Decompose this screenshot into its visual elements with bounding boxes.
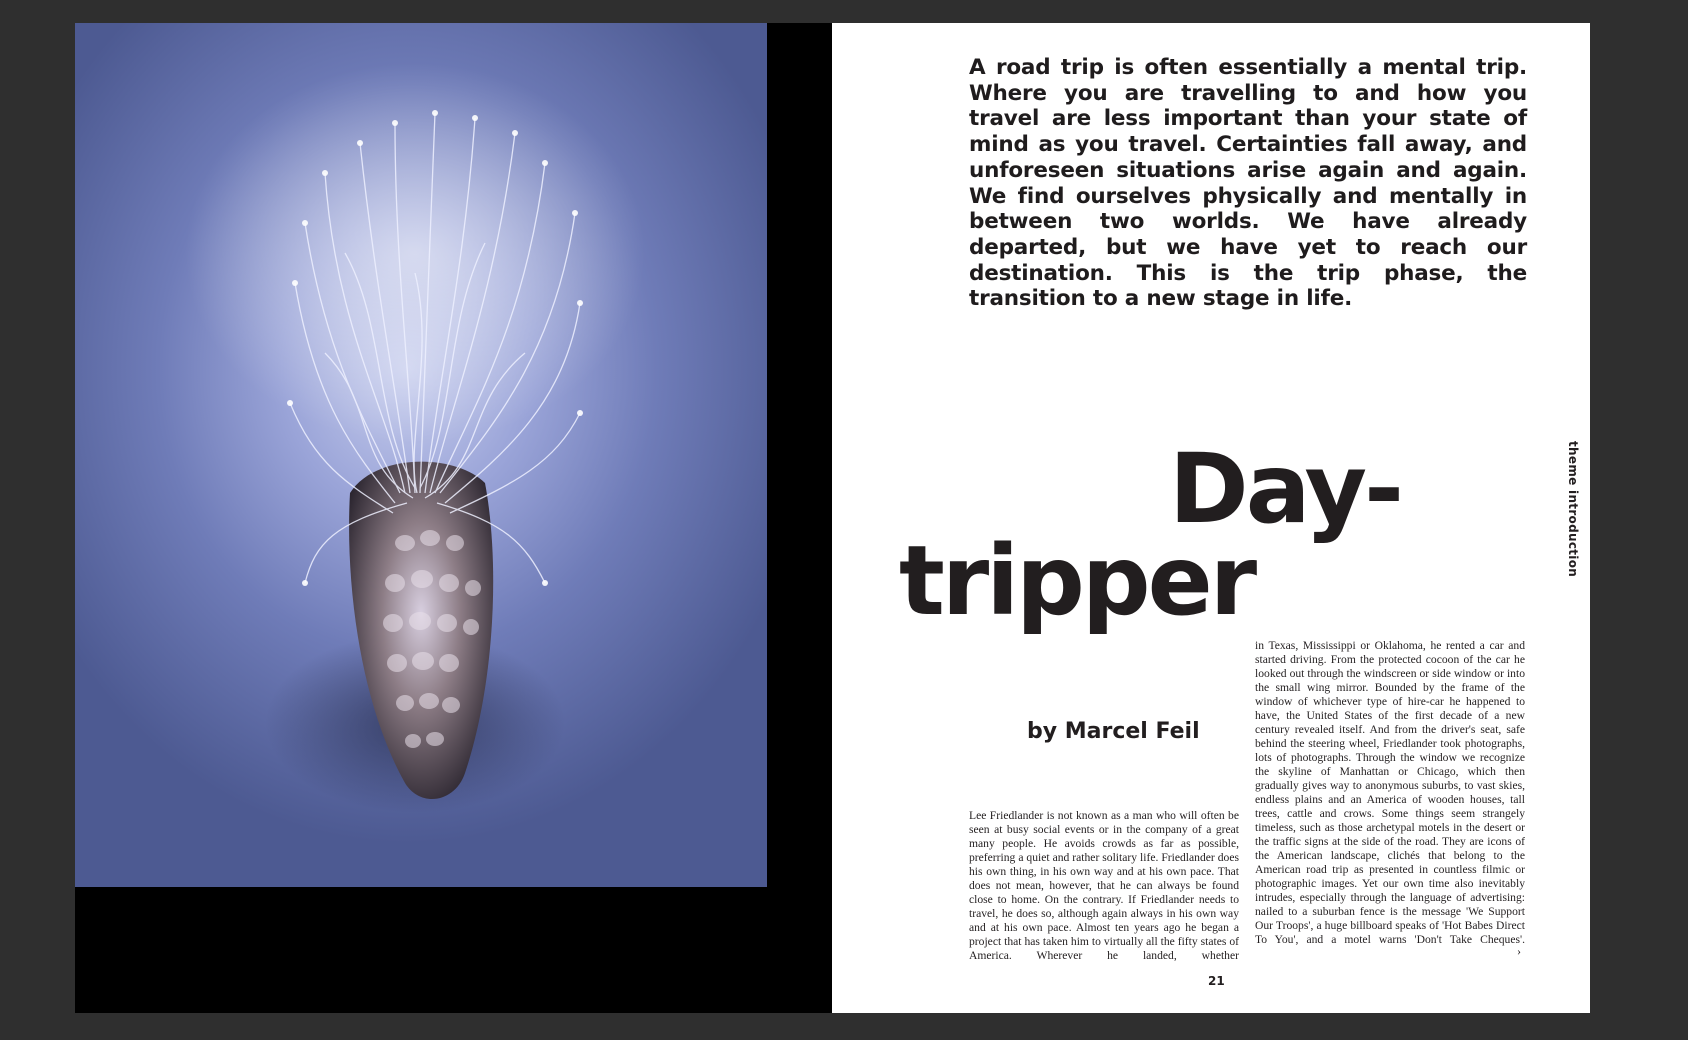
body-column-1: Lee Friedlander is not known as a man who will often be seen at busy social events or in the company of a great many people. He avoids crowds as far as possible, preferring a quiet and rather solitary life. Friedlander does his own thing, in his own way and at his own pace. That does not mean, however, that he can always be found close to home. On the contrary. If Friedlander needs to travel, he does so, although again always in his own way and at his own pace. Almost ten years ago he began a project that has taken him to virtually all the fifty states of America. Wherever he landed, whether (969, 809, 1239, 962)
section-label: theme introduction (1566, 441, 1580, 578)
corn-cob-illustration (75, 23, 767, 887)
page-number: 21 (1208, 974, 1225, 988)
continue-arrow-icon: › (1517, 944, 1521, 958)
left-page (75, 23, 832, 1013)
intro-paragraph: A road trip is often essentially a mental trip. Where you are travelling to and how you travel are less important than your state of mind as you travel. Certainties fall away, and unforeseen situations arise again and again. We find ourselves physically and mentally in between two worlds. We have already departed, but we have yet to reach our destination. This is the trip phase, the transition to a new stage in life. (969, 55, 1527, 312)
headline-line-2: tripper (899, 525, 1255, 637)
body-column-2: in Texas, Mississippi or Oklahoma, he rented a car and started driving. From the protected cocoon of the car he looked out through the windscreen or side window or into the small wing mirror. Bounded by the frame of the window of whichever type of hire-car he happened to have, the United States of the first decade of a new century revealed itself. And from the driver's seat, safe behind the steering wheel, Friedlander took photographs, lots of photographs. Through the window we recognize the skyline of Manhattan or Chicago, which then gradually gives way to anonymous suburbs, to vast skies, endless plains and an America of wooden houses, tall trees, cattle and crows. Some things seem strangely timeless, such as those archetypal motels in the desert or the traffic signs at the side of the road. They are icons of the American landscape, clichés that belong to the American road trip as presented in countless filmic or photographic images. Yet our own time also inevitably intrudes, especially through the language of advertising: nailed to a suburban fence is the message 'We Support Our Troops', a huge billboard speaks of 'Hot Babes Direct To You', and a motel warns 'Don't Take Cheques'. (1255, 639, 1525, 946)
headline-line-1: Day- (1169, 433, 1401, 545)
byline: by Marcel Feil (1027, 719, 1200, 744)
corn-cob-photo (75, 23, 767, 887)
magazine-spread (75, 23, 1590, 1013)
right-page (832, 23, 1590, 1013)
